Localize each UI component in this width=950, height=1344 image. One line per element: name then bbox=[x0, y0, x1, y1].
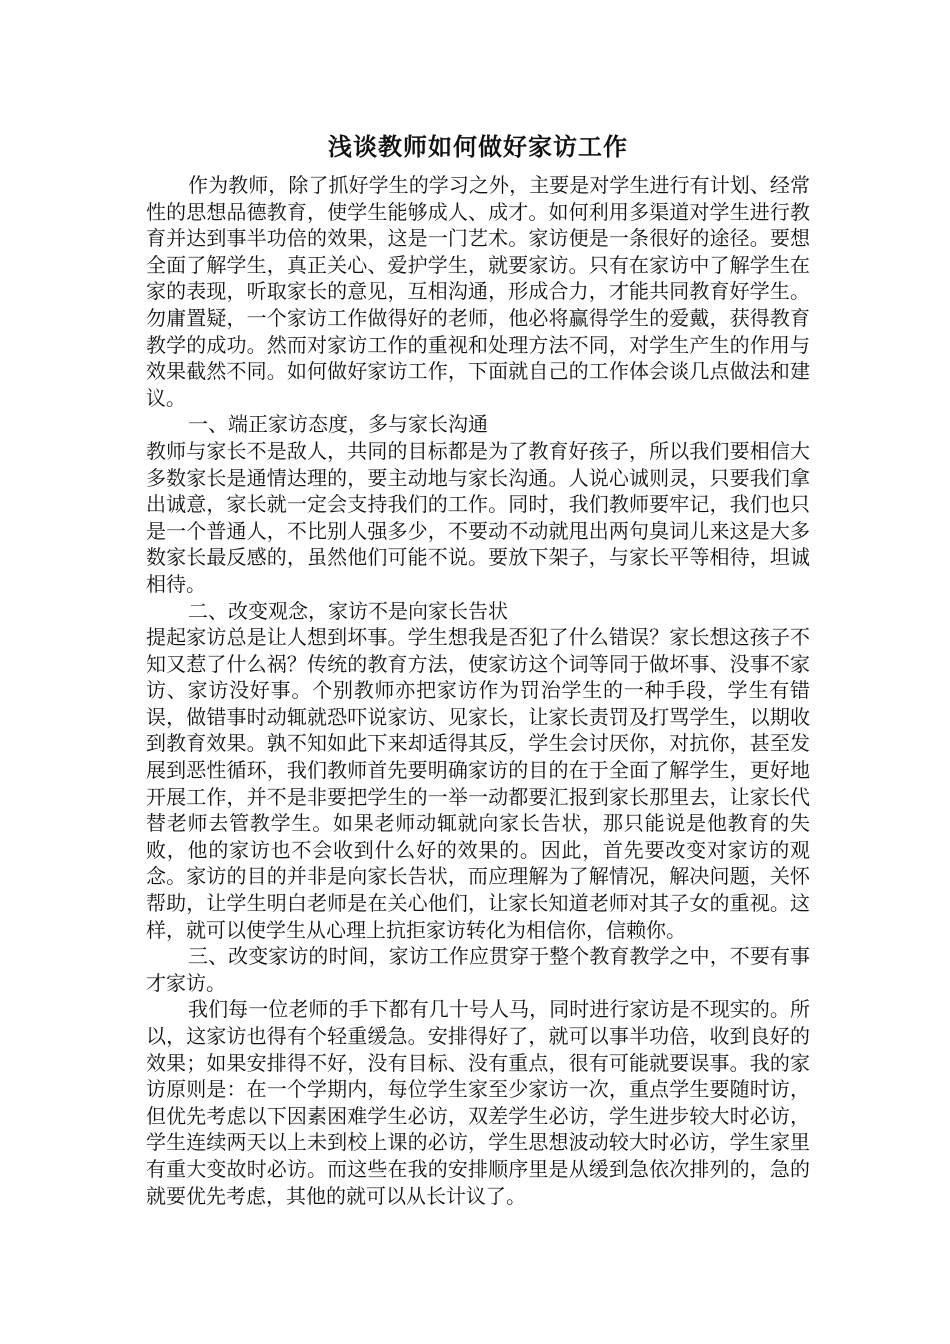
section-3-body: 我们每一位老师的手下都有几十号人马，同时进行家访是不现实的。所以，这家访也得有个轻重缓急。安排得好了，就可以事半功倍，收到良好的效果；如果安排得不好，没有目标、没有重点，很有可能就要误事。我的家访原则是：在一个学期内，每位学生家至少家访一次，重点学生要随时访，但优先考虑以下因素困难学生必访，双差学生必访，学生进步较大时必访，学生连续两天以上未到校上课的必访，学生思想波动较大时必访，学生家里有重大变故时必访。而这些在我的安排顺序里是从缓到急依次排列的，急的就要优先考虑，其他的就可以从长计议了。 bbox=[146, 997, 810, 1208]
section-3-heading: 三、改变家访的时间，家访工作应贯穿于整个教育教学之中，不要有事才家访。 bbox=[146, 944, 810, 995]
intro-paragraph: 作为教师，除了抓好学生的学习之外，主要是对学生进行有计划、经常性的思想品德教育，使学生能够成人、成才。如何利用多渠道对学生进行教育并达到事半功倍的效果，这是一门艺术。家访便是一条很好的途径。要想全面了解学生，真正关心、爱护学生，就要家访。只有在家访中了解学生在家的表现，听取家长的意见，互相沟通，形成合力，才能共同教育好学生。勿庸置疑，一个家访工作做得好的老师，他必将赢得学生的爱戴，获得教育教学的成功。然而对家访工作的重视和处理方法不同，对学生产生的作用与效果截然不同。如何做好家访工作，下面就自己的工作体会谈几点做法和建议。 bbox=[146, 173, 810, 410]
section-1-body: 教师与家长不是敌人，共同的目标都是为了教育好孩子，所以我们要相信大多数家长是通情达理的，要主动地与家长沟通。人说心诚则灵，只要我们拿出诚意，家长就一定会支持我们的工作。同时，我们教师要牢记，我们也只是一个普通人，不比别人强多少，不要动不动就甩出两句臭词儿来这是大多数家长最反感的，虽然他们可能不说。要放下架子，与家长平等相待，坦诚相待。 bbox=[146, 438, 810, 596]
document-page bbox=[146, 130, 810, 1209]
section-2-body: 提起家访总是让人想到坏事。学生想我是否犯了什么错误？家长想这孩子不知又惹了什么祸？传统的教育方法，使家访这个词等同于做坏事、没事不家访、家访没好事。个别教师亦把家访作为罚治学生的一种手段，学生有错误，做错事时动辄就恐吓说家访、见家长，让家长责罚及打骂学生，以期收到教育效果。孰不知如此下来却适得其反，学生会讨厌你，对抗你，甚至发展到恶性循环，我们教师首先要明确家访的目的在于全面了解学生，更好地开展工作，并不是非要把学生的一举一动都要汇报到家长那里去，让家长代替老师去管教学生。如果老师动辄就向家长告状，那只能说是他教育的失败，他的家访也不会收到什么好的效果的。因此，首先要改变对家访的观念。家访的目的并非是向家长告状，而应理解为了解情况，解决问题，关怀帮助，让学生明白老师是在关心他们，让家长知道老师对其子女的重视。这样，就可以使学生从心理上抗拒家访转化为相信你，信赖你。 bbox=[146, 625, 810, 942]
section-2-heading: 二、改变观念，家访不是向家长告状 bbox=[188, 598, 508, 623]
section-1-heading: 一、端正家访态度，多与家长沟通 bbox=[188, 412, 488, 437]
document-title: 浅谈教师如何做好家访工作 bbox=[328, 132, 628, 161]
